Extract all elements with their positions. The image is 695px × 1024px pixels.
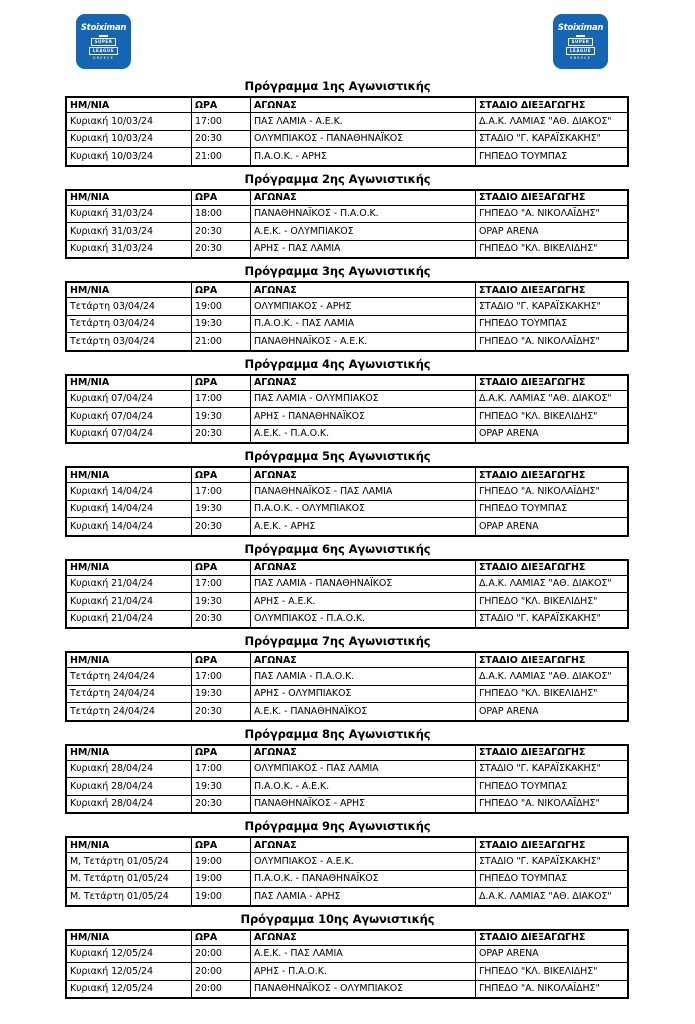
time-cell: 20:30: [192, 703, 251, 721]
table-body: [66, 668, 628, 721]
header-match: ΑΓΩΝΑΣ: [251, 282, 476, 298]
venue-cell: Δ.Α.Κ. ΛΑΜΙΑΣ "ΑΘ. ΔΙΑΚΟΣ": [476, 888, 629, 906]
time-cell: 19:00: [192, 870, 251, 888]
table-row: [66, 113, 628, 131]
header-date: ΗΜ/ΝΙΑ: [66, 282, 192, 298]
matchday-table: [65, 651, 629, 722]
header-match: ΑΓΩΝΑΣ: [251, 930, 476, 946]
matchday-block: [65, 264, 610, 352]
table-header-row: [66, 282, 628, 298]
venue-cell: OPAP ARENA: [476, 703, 629, 721]
table-row: [66, 390, 628, 408]
header-venue: ΣΤΑΔΙΟ ΔΙΕΞΑΓΩΓΗΣ: [476, 467, 629, 483]
header-match: ΑΓΩΝΑΣ: [251, 190, 476, 206]
match-cell: ΟΛΥΜΠΙΑΚΟΣ - Π.Α.Ο.Κ.: [251, 610, 476, 628]
venue-cell: OPAP ARENA: [476, 945, 629, 963]
match-cell: Α.Ε.Κ. - Π.Α.Ο.Κ.: [251, 425, 476, 443]
time-cell: 19:30: [192, 315, 251, 333]
venue-cell: ΓΗΠΕΔΟ ΤΟΥΜΠΑΣ: [476, 315, 629, 333]
venue-cell: OPAP ARENA: [476, 425, 629, 443]
time-cell: 20:30: [192, 130, 251, 148]
matchday-block: [65, 449, 610, 537]
table-body: [66, 390, 628, 443]
date-cell: Κυριακή 21/04/24: [66, 610, 192, 628]
venue-cell: ΣΤΑΔΙΟ "Γ. ΚΑΡΑΪΣΚΑΚΗΣ": [476, 130, 629, 148]
venue-cell: ΓΗΠΕΔΟ ΤΟΥΜΠΑΣ: [476, 148, 629, 166]
match-cell: Α.Ε.Κ. - ΠΑΣ ΛΑΜΙΑ: [251, 945, 476, 963]
emblem-text-greece: GREECE: [92, 55, 115, 60]
time-cell: 20:00: [192, 945, 251, 963]
header-venue: ΣΤΑΔΙΟ ΔΙΕΞΑΓΩΓΗΣ: [476, 190, 629, 206]
time-cell: 19:00: [192, 888, 251, 906]
matchday-title: Πρόγραμμα 1ης Αγωνιστικής: [244, 79, 431, 93]
match-cell: Π.Α.Ο.Κ. - ΟΛΥΜΠΙΑΚΟΣ: [251, 500, 476, 518]
header-venue: ΣΤΑΔΙΟ ΔΙΕΞΑΓΩΓΗΣ: [476, 560, 629, 576]
header-time: ΩΡΑ: [192, 560, 251, 576]
table-row: [66, 778, 628, 796]
time-cell: 20:30: [192, 223, 251, 241]
date-cell: Κυριακή 14/04/24: [66, 500, 192, 518]
table-row: [66, 575, 628, 593]
table-row: [66, 610, 628, 628]
match-cell: Α.Ε.Κ. - ΠΑΝΑΘΗΝΑΪΚΟΣ: [251, 703, 476, 721]
stoiximan-wordmark: Stoiximan: [557, 22, 604, 33]
time-cell: 21:00: [192, 148, 251, 166]
venue-cell: ΓΗΠΕΔΟ "Α. ΝΙΚΟΛΑΪΔΗΣ": [476, 980, 629, 998]
match-cell: ΑΡΗΣ - ΟΛΥΜΠΙΑΚΟΣ: [251, 685, 476, 703]
venue-cell: OPAP ARENA: [476, 518, 629, 536]
date-cell: Τετάρτη 03/04/24: [66, 315, 192, 333]
match-cell: ΠΑΣ ΛΑΜΙΑ - ΑΡΗΣ: [251, 888, 476, 906]
venue-cell: ΓΗΠΕΔΟ "Α. ΝΙΚΟΛΑΪΔΗΣ": [476, 483, 629, 501]
table-body: [66, 205, 628, 258]
table-header-row: [66, 930, 628, 946]
matchday-table: [65, 744, 629, 815]
stoiximan-super-league-logo-right: [553, 14, 608, 69]
matchday-table: [65, 96, 629, 167]
table-row: [66, 593, 628, 611]
time-cell: 20:30: [192, 425, 251, 443]
venue-cell: ΓΗΠΕΔΟ ΤΟΥΜΠΑΣ: [476, 500, 629, 518]
time-cell: 19:30: [192, 778, 251, 796]
header-match: ΑΓΩΝΑΣ: [251, 375, 476, 391]
table-row: [66, 240, 628, 258]
matchday-title: Πρόγραμμα 6ης Αγωνιστικής: [244, 541, 431, 556]
table-body: [66, 298, 628, 351]
table-row: [66, 795, 628, 813]
matchday-title: Πρόγραμμα 3ης Αγωνιστικής: [244, 264, 431, 278]
time-cell: 20:00: [192, 963, 251, 981]
match-cell: Α.Ε.Κ. - ΑΡΗΣ: [251, 518, 476, 536]
table-row: [66, 888, 628, 906]
match-cell: ΠΑΝΑΘΗΝΑΪΚΟΣ - Π.Α.Ο.Κ.: [251, 205, 476, 223]
match-cell: Π.Α.Ο.Κ. - ΑΡΗΣ: [251, 148, 476, 166]
table-header-row: [66, 652, 628, 668]
match-cell: ΠΑΣ ΛΑΜΙΑ - ΟΛΥΜΠΙΑΚΟΣ: [251, 390, 476, 408]
matchday-title: Πρόγραμμα 7ης Αγωνιστικής: [244, 634, 431, 648]
date-cell: Κυριακή 12/05/24: [66, 980, 192, 998]
date-cell: Τετάρτη 24/04/24: [66, 703, 192, 721]
venue-cell: ΓΗΠΕΔΟ "Α. ΝΙΚΟΛΑΪΔΗΣ": [476, 333, 629, 351]
venue-cell: Δ.Α.Κ. ΛΑΜΙΑΣ "ΑΘ. ΔΙΑΚΟΣ": [476, 575, 629, 593]
date-cell: Τετάρτη 24/04/24: [66, 668, 192, 686]
table-body: [66, 853, 628, 906]
time-cell: 17:00: [192, 390, 251, 408]
match-cell: Π.Α.Ο.Κ. - ΠΑΝΑΘΗΝΑΪΚΟΣ: [251, 870, 476, 888]
table-row: [66, 223, 628, 241]
matchday-block: [65, 634, 610, 722]
match-cell: ΑΡΗΣ - Α.Ε.Κ.: [251, 593, 476, 611]
header-match: ΑΓΩΝΑΣ: [251, 97, 476, 113]
matchday-title: Πρόγραμμα 2ης Αγωνιστικής: [244, 171, 431, 186]
table-row: [66, 130, 628, 148]
table-row: [66, 408, 628, 426]
date-cell: Κυριακή 14/04/24: [66, 483, 192, 501]
header-venue: ΣΤΑΔΙΟ ΔΙΕΞΑΓΩΓΗΣ: [476, 282, 629, 298]
table-row: [66, 945, 628, 963]
matchday-title: Πρόγραμμα 10ης Αγωνιστικής: [240, 911, 435, 926]
matchday-table: [65, 929, 629, 1000]
header-date: ΗΜ/ΝΙΑ: [66, 467, 192, 483]
header-date: ΗΜ/ΝΙΑ: [66, 745, 192, 761]
date-cell: Μ. Τετάρτη 01/05/24: [66, 870, 192, 888]
match-cell: Π.Α.Ο.Κ. - ΠΑΣ ΛΑΜΙΑ: [251, 315, 476, 333]
matchday-table: [65, 281, 629, 352]
matchday-title: Πρόγραμμα 5ης Αγωνιστικής: [244, 449, 431, 463]
matchday-title: Πρόγραμμα 4ης Αγωνιστικής: [244, 356, 431, 371]
header-date: ΗΜ/ΝΙΑ: [66, 652, 192, 668]
emblem-text-super: SUPER: [91, 38, 117, 46]
table-header-row: [66, 560, 628, 576]
date-cell: Τετάρτη 03/04/24: [66, 333, 192, 351]
header-time: ΩΡΑ: [192, 97, 251, 113]
header-match: ΑΓΩΝΑΣ: [251, 837, 476, 853]
match-cell: ΟΛΥΜΠΙΑΚΟΣ - ΠΑΣ ΛΑΜΙΑ: [251, 760, 476, 778]
header-venue: ΣΤΑΔΙΟ ΔΙΕΞΑΓΩΓΗΣ: [476, 375, 629, 391]
venue-cell: Δ.Α.Κ. ΛΑΜΙΑΣ "ΑΘ. ΔΙΑΚΟΣ": [476, 113, 629, 131]
header-date: ΗΜ/ΝΙΑ: [66, 97, 192, 113]
match-cell: ΠΑΝΑΘΗΝΑΪΚΟΣ - ΠΑΣ ΛΑΜΙΑ: [251, 483, 476, 501]
emblem-text-league: LEAGUE: [566, 47, 595, 55]
header-venue: ΣΤΑΔΙΟ ΔΙΕΞΑΓΩΓΗΣ: [476, 97, 629, 113]
super-league-emblem-icon: [89, 35, 118, 61]
venue-cell: ΓΗΠΕΔΟ "ΚΛ. ΒΙΚΕΛΙΔΗΣ": [476, 408, 629, 426]
venue-cell: ΓΗΠΕΔΟ "Α. ΝΙΚΟΛΑΪΔΗΣ": [476, 795, 629, 813]
header-time: ΩΡΑ: [192, 190, 251, 206]
header-venue: ΣΤΑΔΙΟ ΔΙΕΞΑΓΩΓΗΣ: [476, 930, 629, 946]
table-header-row: [66, 837, 628, 853]
time-cell: 17:00: [192, 575, 251, 593]
matchday-table: [65, 836, 629, 907]
table-row: [66, 333, 628, 351]
matchday-block: [65, 357, 610, 445]
table-body: [66, 945, 628, 998]
table-row: [66, 668, 628, 686]
table-header-row: [66, 745, 628, 761]
date-cell: Κυριακή 31/03/24: [66, 223, 192, 241]
match-cell: ΟΛΥΜΠΙΑΚΟΣ - ΠΑΝΑΘΗΝΑΪΚΟΣ: [251, 130, 476, 148]
table-header-row: [66, 375, 628, 391]
table-body: [66, 483, 628, 536]
matchday-block: [65, 727, 610, 815]
venue-cell: ΓΗΠΕΔΟ "ΚΛ. ΒΙΚΕΛΙΔΗΣ": [476, 963, 629, 981]
stoiximan-super-league-logo-left: [76, 14, 131, 69]
table-row: [66, 703, 628, 721]
matchday-blocks: [65, 79, 610, 1004]
table-row: [66, 425, 628, 443]
time-cell: 20:30: [192, 518, 251, 536]
venue-cell: ΓΗΠΕΔΟ ΤΟΥΜΠΑΣ: [476, 870, 629, 888]
table-header-row: [66, 190, 628, 206]
date-cell: Κυριακή 10/03/24: [66, 113, 192, 131]
time-cell: 19:00: [192, 853, 251, 871]
header-time: ΩΡΑ: [192, 652, 251, 668]
time-cell: 20:00: [192, 980, 251, 998]
header-venue: ΣΤΑΔΙΟ ΔΙΕΞΑΓΩΓΗΣ: [476, 652, 629, 668]
table-row: [66, 148, 628, 166]
header-time: ΩΡΑ: [192, 837, 251, 853]
date-cell: Κυριακή 12/05/24: [66, 945, 192, 963]
matchday-title: Πρόγραμμα 9ης Αγωνιστικής: [244, 819, 431, 833]
matchday-table: [65, 374, 629, 445]
match-cell: ΑΡΗΣ - ΠΑΝΑΘΗΝΑΪΚΟΣ: [251, 408, 476, 426]
table-row: [66, 315, 628, 333]
matchday-block: [65, 912, 610, 1000]
date-cell: Κυριακή 21/04/24: [66, 575, 192, 593]
header-time: ΩΡΑ: [192, 930, 251, 946]
date-cell: Κυριακή 10/03/24: [66, 130, 192, 148]
header-date: ΗΜ/ΝΙΑ: [66, 930, 192, 946]
match-cell: ΠΑΝΑΘΗΝΑΪΚΟΣ - ΑΡΗΣ: [251, 795, 476, 813]
table-body: [66, 760, 628, 813]
date-cell: Κυριακή 10/03/24: [66, 148, 192, 166]
table-row: [66, 853, 628, 871]
emblem-text-league: LEAGUE: [89, 47, 118, 55]
time-cell: 20:30: [192, 610, 251, 628]
date-cell: Κυριακή 07/04/24: [66, 425, 192, 443]
header-match: ΑΓΩΝΑΣ: [251, 652, 476, 668]
table-header-row: [66, 97, 628, 113]
date-cell: Κυριακή 31/03/24: [66, 205, 192, 223]
table-row: [66, 518, 628, 536]
venue-cell: ΓΗΠΕΔΟ "Α. ΝΙΚΟΛΑΪΔΗΣ": [476, 205, 629, 223]
header-date: ΗΜ/ΝΙΑ: [66, 375, 192, 391]
time-cell: 17:00: [192, 760, 251, 778]
matchday-block: [65, 819, 610, 907]
header-time: ΩΡΑ: [192, 745, 251, 761]
table-row: [66, 870, 628, 888]
header-date: ΗΜ/ΝΙΑ: [66, 560, 192, 576]
date-cell: Κυριακή 14/04/24: [66, 518, 192, 536]
header-date: ΗΜ/ΝΙΑ: [66, 190, 192, 206]
match-cell: ΠΑΝΑΘΗΝΑΪΚΟΣ - ΟΛΥΜΠΙΑΚΟΣ: [251, 980, 476, 998]
match-cell: ΠΑΝΑΘΗΝΑΪΚΟΣ - Α.Ε.Κ.: [251, 333, 476, 351]
stoiximan-wordmark: Stoiximan: [80, 22, 127, 33]
matchday-table: [65, 466, 629, 537]
time-cell: 17:00: [192, 113, 251, 131]
matchday-table: [65, 559, 629, 630]
date-cell: Κυριακή 28/04/24: [66, 778, 192, 796]
date-cell: Τετάρτη 24/04/24: [66, 685, 192, 703]
matchday-title: Πρόγραμμα 8ης Αγωνιστικής: [244, 726, 431, 741]
venue-cell: ΓΗΠΕΔΟ ΤΟΥΜΠΑΣ: [476, 778, 629, 796]
match-cell: ΟΛΥΜΠΙΑΚΟΣ - ΑΡΗΣ: [251, 298, 476, 316]
emblem-text-super: SUPER: [568, 38, 594, 46]
match-cell: ΠΑΣ ΛΑΜΙΑ - ΠΑΝΑΘΗΝΑΪΚΟΣ: [251, 575, 476, 593]
table-row: [66, 760, 628, 778]
matchday-block: [65, 542, 610, 630]
match-cell: Π.Α.Ο.Κ. - Α.Ε.Κ.: [251, 778, 476, 796]
emblem-text-greece: GREECE: [569, 55, 592, 60]
matchday-table: [65, 189, 629, 260]
date-cell: Κυριακή 28/04/24: [66, 760, 192, 778]
venue-cell: ΣΤΑΔΙΟ "Γ. ΚΑΡΑΪΣΚΑΚΗΣ": [476, 760, 629, 778]
header-date: ΗΜ/ΝΙΑ: [66, 837, 192, 853]
header-time: ΩΡΑ: [192, 467, 251, 483]
date-cell: Κυριακή 12/05/24: [66, 963, 192, 981]
time-cell: 19:30: [192, 408, 251, 426]
time-cell: 19:30: [192, 500, 251, 518]
date-cell: Κυριακή 31/03/24: [66, 240, 192, 258]
header-venue: ΣΤΑΔΙΟ ΔΙΕΞΑΓΩΓΗΣ: [476, 745, 629, 761]
table-row: [66, 205, 628, 223]
time-cell: 19:30: [192, 593, 251, 611]
table-header-row: [66, 467, 628, 483]
table-body: [66, 575, 628, 628]
table-row: [66, 298, 628, 316]
venue-cell: ΓΗΠΕΔΟ "ΚΛ. ΒΙΚΕΛΙΔΗΣ": [476, 593, 629, 611]
date-cell: Κυριακή 07/04/24: [66, 390, 192, 408]
time-cell: 17:00: [192, 483, 251, 501]
date-cell: Μ, Τετάρτη 01/05/24: [66, 853, 192, 871]
match-cell: ΑΡΗΣ - Π.Α.Ο.Κ.: [251, 963, 476, 981]
header-match: ΑΓΩΝΑΣ: [251, 745, 476, 761]
venue-cell: ΓΗΠΕΔΟ "ΚΛ. ΒΙΚΕΛΙΔΗΣ": [476, 685, 629, 703]
emblem-bar: [99, 35, 108, 37]
venue-cell: ΣΤΑΔΙΟ "Γ. ΚΑΡΑΪΣΚΑΚΗΣ": [476, 298, 629, 316]
match-cell: ΠΑΣ ΛΑΜΙΑ - Α.Ε.Κ.: [251, 113, 476, 131]
date-cell: Κυριακή 28/04/24: [66, 795, 192, 813]
venue-cell: ΣΤΑΔΙΟ "Γ. ΚΑΡΑΪΣΚΑΚΗΣ": [476, 610, 629, 628]
venue-cell: OPAP ARENA: [476, 223, 629, 241]
header-time: ΩΡΑ: [192, 375, 251, 391]
table-row: [66, 685, 628, 703]
venue-cell: Δ.Α.Κ. ΛΑΜΙΑΣ "ΑΘ. ΔΙΑΚΟΣ": [476, 390, 629, 408]
header-match: ΑΓΩΝΑΣ: [251, 467, 476, 483]
date-cell: Τετάρτη 03/04/24: [66, 298, 192, 316]
match-cell: ΠΑΣ ΛΑΜΙΑ - Π.Α.Ο.Κ.: [251, 668, 476, 686]
time-cell: 18:00: [192, 205, 251, 223]
table-row: [66, 500, 628, 518]
matchday-block: [65, 79, 610, 167]
time-cell: 19:30: [192, 685, 251, 703]
date-cell: Κυριακή 21/04/24: [66, 593, 192, 611]
emblem-bar: [576, 35, 585, 37]
header-venue: ΣΤΑΔΙΟ ΔΙΕΞΑΓΩΓΗΣ: [476, 837, 629, 853]
date-cell: Μ. Τετάρτη 01/05/24: [66, 888, 192, 906]
time-cell: 20:30: [192, 240, 251, 258]
table-row: [66, 483, 628, 501]
table-row: [66, 963, 628, 981]
header-time: ΩΡΑ: [192, 282, 251, 298]
time-cell: 20:30: [192, 795, 251, 813]
table-row: [66, 980, 628, 998]
matchday-block: [65, 172, 610, 260]
table-body: [66, 113, 628, 166]
super-league-emblem-icon: [566, 35, 595, 61]
match-cell: Α.Ε.Κ. - ΟΛΥΜΠΙΑΚΟΣ: [251, 223, 476, 241]
time-cell: 19:00: [192, 298, 251, 316]
venue-cell: ΣΤΑΔΙΟ "Γ. ΚΑΡΑΪΣΚΑΚΗΣ": [476, 853, 629, 871]
venue-cell: ΓΗΠΕΔΟ "ΚΛ. ΒΙΚΕΛΙΔΗΣ": [476, 240, 629, 258]
venue-cell: Δ.Α.Κ. ΛΑΜΙΑΣ "ΑΘ. ΔΙΑΚΟΣ": [476, 668, 629, 686]
match-cell: ΟΛΥΜΠΙΑΚΟΣ - Α.Ε.Κ.: [251, 853, 476, 871]
header-match: ΑΓΩΝΑΣ: [251, 560, 476, 576]
date-cell: Κυριακή 07/04/24: [66, 408, 192, 426]
time-cell: 21:00: [192, 333, 251, 351]
time-cell: 17:00: [192, 668, 251, 686]
match-cell: ΑΡΗΣ - ΠΑΣ ΛΑΜΙΑ: [251, 240, 476, 258]
